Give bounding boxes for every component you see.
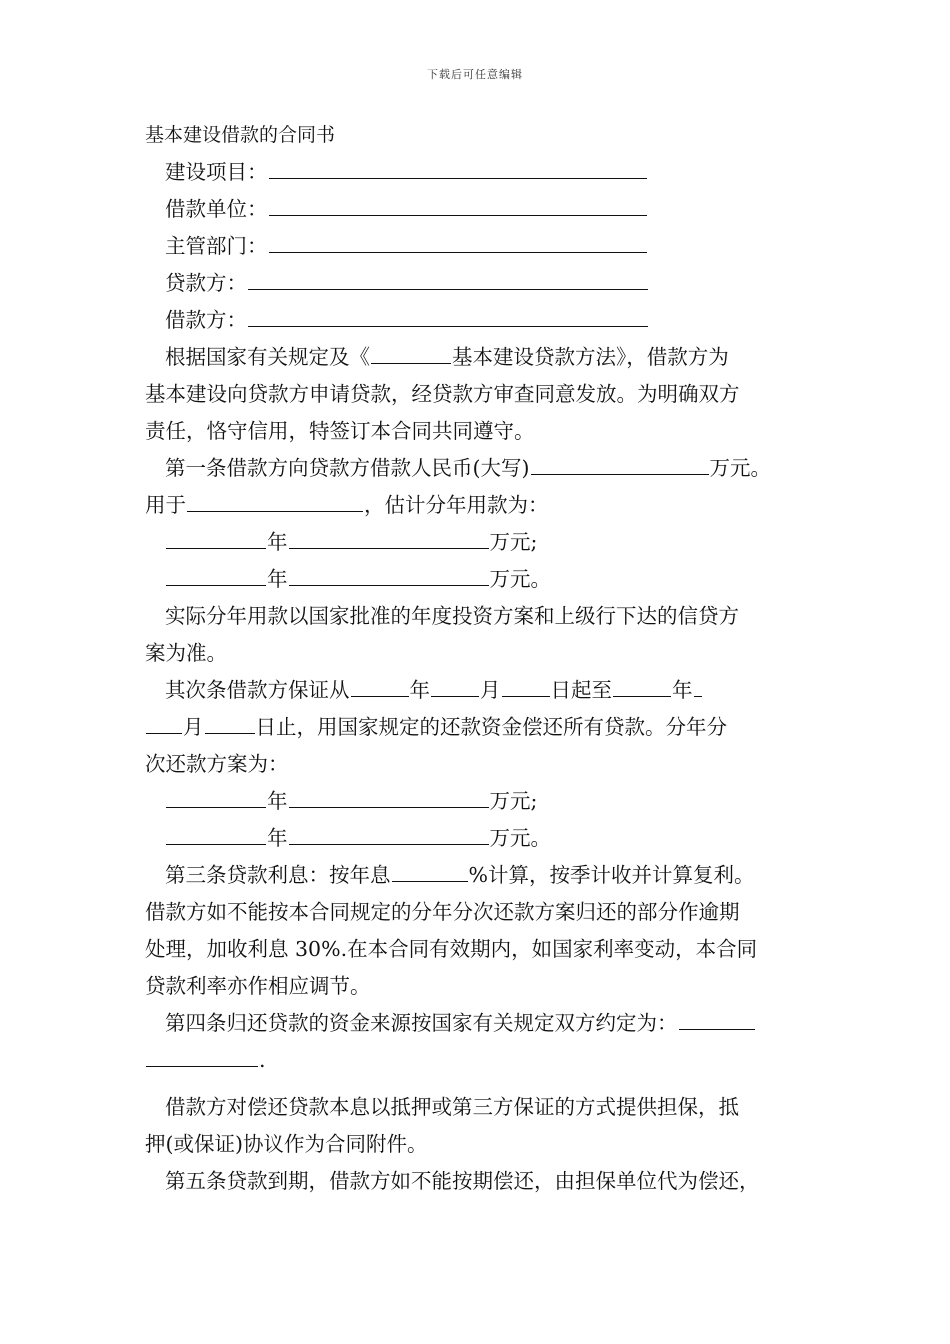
blank-line [269,154,647,179]
intro-line-1: 根据国家有关规定及《 基本建设贷款方法》，借款方为 [145,339,825,376]
field-label: 建设项目： [165,160,268,184]
blank-line [531,450,709,475]
blank-line [694,672,702,697]
blank-line [146,709,182,734]
blank-line [371,339,451,364]
blank-line [187,487,363,512]
article-4-line-1: 第四条归还贷款的资金来源按国家有关规定双方约定为： [145,1005,825,1042]
field-label: 借款方： [165,308,247,332]
article-3-line-1: 第三条贷款利息：按年息 %计算，按季计收并计算复利。 [145,857,825,894]
blank-line [248,302,648,327]
blank-line [146,1042,258,1067]
article-3-line-4: 贷款利率亦作相应调节。 [145,974,371,998]
blank-line [248,265,648,290]
field-borrower [145,302,825,339]
article-1-line-2: 用于 ，估计分年用款为： [145,487,825,524]
blank-line [351,672,409,697]
blank-line [613,672,671,697]
field-label: 贷款方： [165,271,247,295]
blank-line [166,524,266,549]
field-project [145,154,825,191]
guarantee-line-2: 押(或保证)协议作为合同附件。 [145,1132,428,1156]
blank-line [289,524,489,549]
blank-line [289,820,489,845]
blank-line [166,561,266,586]
field-lender [145,265,825,302]
article-1-line-1: 第一条借款方向贷款方借款人民币(大写) 万元。 [145,450,825,487]
field-label: 主管部门： [165,234,268,258]
blank-line [392,857,468,882]
intro-line-2: 基本建设向贷款方申请贷款，经贷款方审查同意发放。为明确双方 [145,382,740,406]
article-4-line-2: . [145,1042,825,1079]
blank-line [205,709,255,734]
article-1-year-row-2: 年 万元。 [145,561,825,598]
field-label: 借款单位： [165,197,268,221]
intro-line-3: 责任，恪守信用，特签订本合同共同遵守。 [145,419,535,443]
blank-line [289,561,489,586]
field-department [145,228,825,265]
document-title: 基本建设借款的合同书 [145,124,336,146]
actual-usage-line-1: 实际分年用款以国家批准的年度投资方案和上级行下达的信贷方 [165,604,739,628]
blank-line [289,783,489,808]
article-5-line-1: 第五条贷款到期，借款方如不能按期偿还，由担保单位代为偿还， [165,1169,760,1193]
blank-line [502,672,550,697]
document-body [145,118,825,1200]
article-1-year-row-1: 年 万元; [145,524,825,561]
article-2-line-3: 次还款方案为： [145,752,289,776]
blank-line [166,783,266,808]
actual-usage-line-2: 案为准。 [145,641,227,665]
blank-line [269,191,647,216]
article-3-line-2: 借款方如不能按本合同规定的分年分次还款方案归还的部分作逾期 [145,900,740,924]
blank-line [679,1005,755,1030]
guarantee-line-1: 借款方对偿还贷款本息以抵押或第三方保证的方式提供担保，抵 [165,1095,739,1119]
article-2-line-1: 其次条借款方保证从 年 月 日起至 年 [145,672,825,709]
field-borrower-unit [145,191,825,228]
blank-line [269,228,647,253]
blank-line [431,672,479,697]
article-2-year-row-2: 年 万元。 [145,820,825,857]
paragraph-gap [145,1079,825,1089]
page-header: 下载后可任意编辑 [427,68,523,81]
article-2-year-row-1: 年 万元; [145,783,825,820]
article-3-line-3: 处理，加收利息 30%.在本合同有效期内，如国家利率变动，本合同 [145,937,758,961]
article-2-line-2: 月 日止，用国家规定的还款资金偿还所有贷款。分年分 [145,709,825,746]
blank-line [166,820,266,845]
